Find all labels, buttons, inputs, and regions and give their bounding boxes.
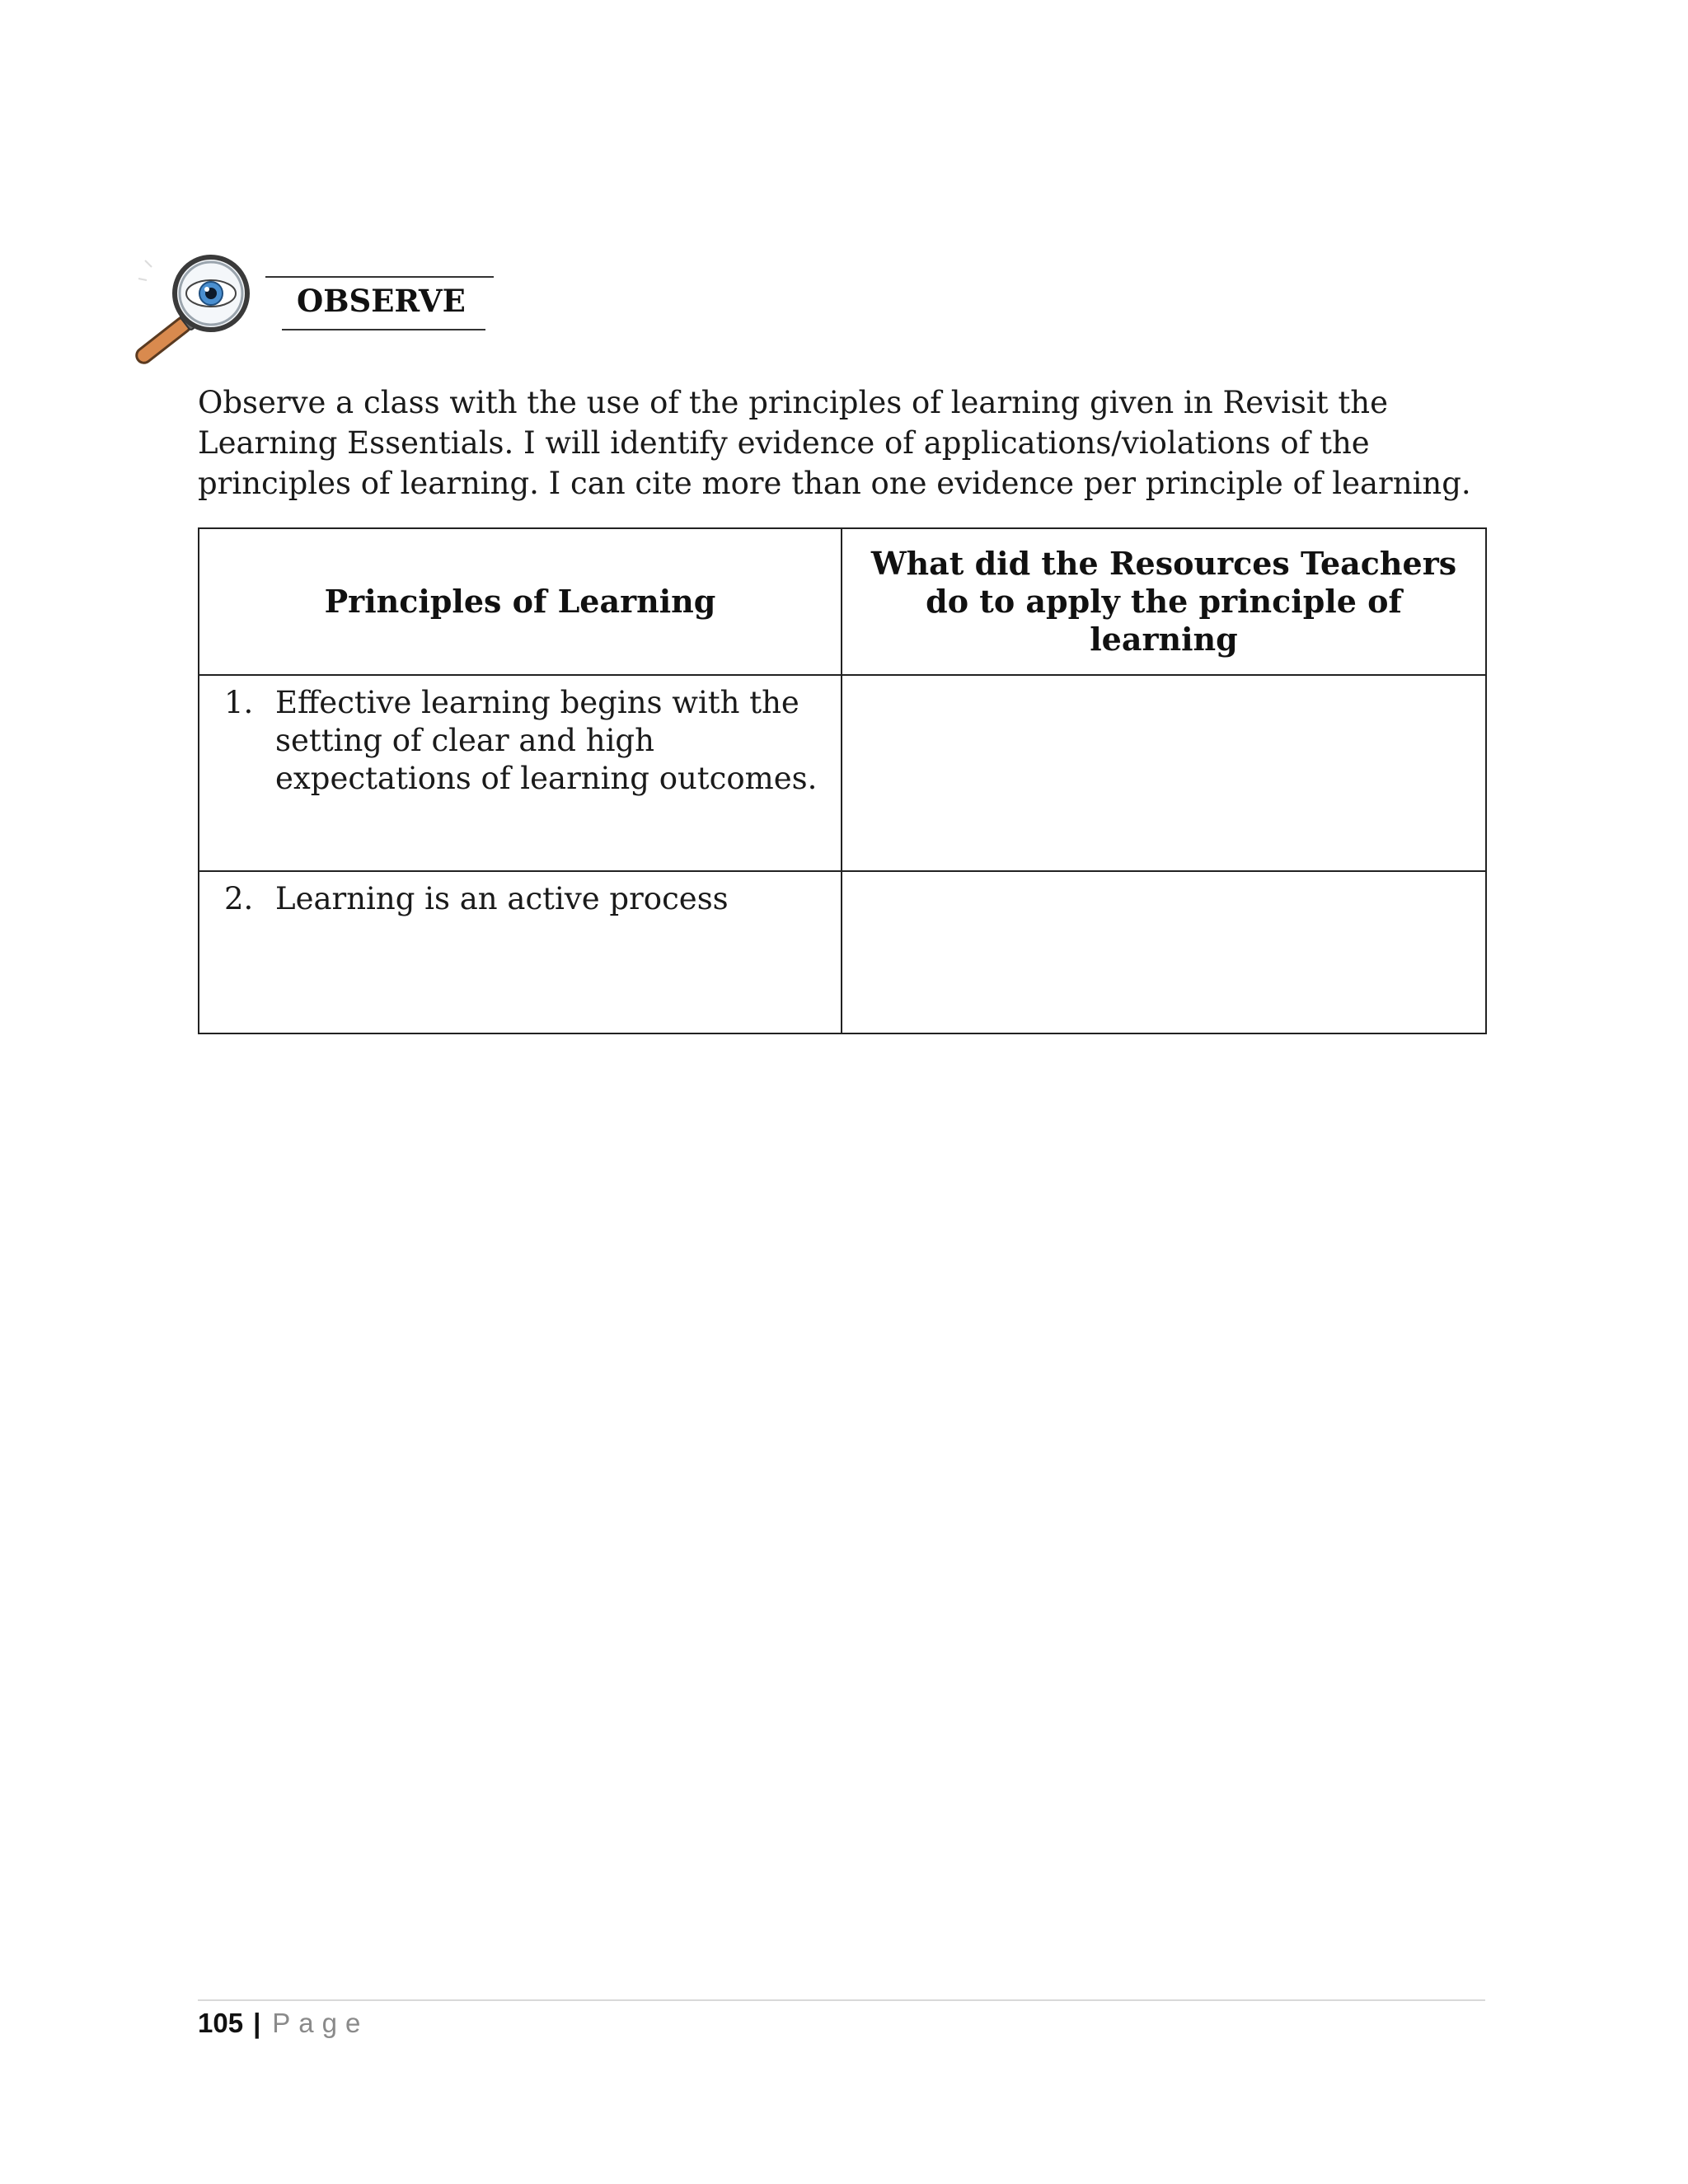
footer-separator: |	[253, 2008, 261, 2038]
intro-paragraph: Observe a class with the use of the principles of learning given in Revisit the Learning Essentials. I will identify evidence of applications/violations of the principles of learning. I can cite more than one evidence per principle of learning.	[198, 385, 1471, 501]
title-rule-top	[265, 276, 494, 278]
evidence-cell[interactable]	[842, 675, 1486, 871]
item-number: 1.	[224, 685, 254, 720]
magnifying-glass-eye-icon	[122, 251, 254, 374]
item-number: 2.	[224, 881, 254, 916]
title-rule-bottom	[282, 329, 485, 330]
page-label: Page	[272, 2008, 369, 2038]
evidence-cell[interactable]	[842, 871, 1486, 1033]
principle-text: Learning is an active process	[275, 881, 729, 916]
page-number: 105	[198, 2008, 244, 2038]
section-title: OBSERVE	[297, 283, 466, 319]
principle-cell	[199, 675, 842, 871]
principle-cell	[199, 871, 842, 1033]
page-footer	[198, 2008, 368, 2039]
section-title-box	[265, 276, 494, 330]
header-teacher-actions: What did the Resources Teachers do to apply the principle of learning	[842, 528, 1486, 675]
principles-table	[198, 527, 1487, 1034]
header-principles: Principles of Learning	[199, 528, 842, 675]
table-header-row	[199, 528, 1486, 675]
table-row	[199, 871, 1486, 1033]
footer-divider	[198, 1999, 1485, 2001]
principle-text: Effective learning begins with the setting of clear and high expectations of learning outcomes.	[275, 685, 818, 796]
table-row	[199, 675, 1486, 871]
